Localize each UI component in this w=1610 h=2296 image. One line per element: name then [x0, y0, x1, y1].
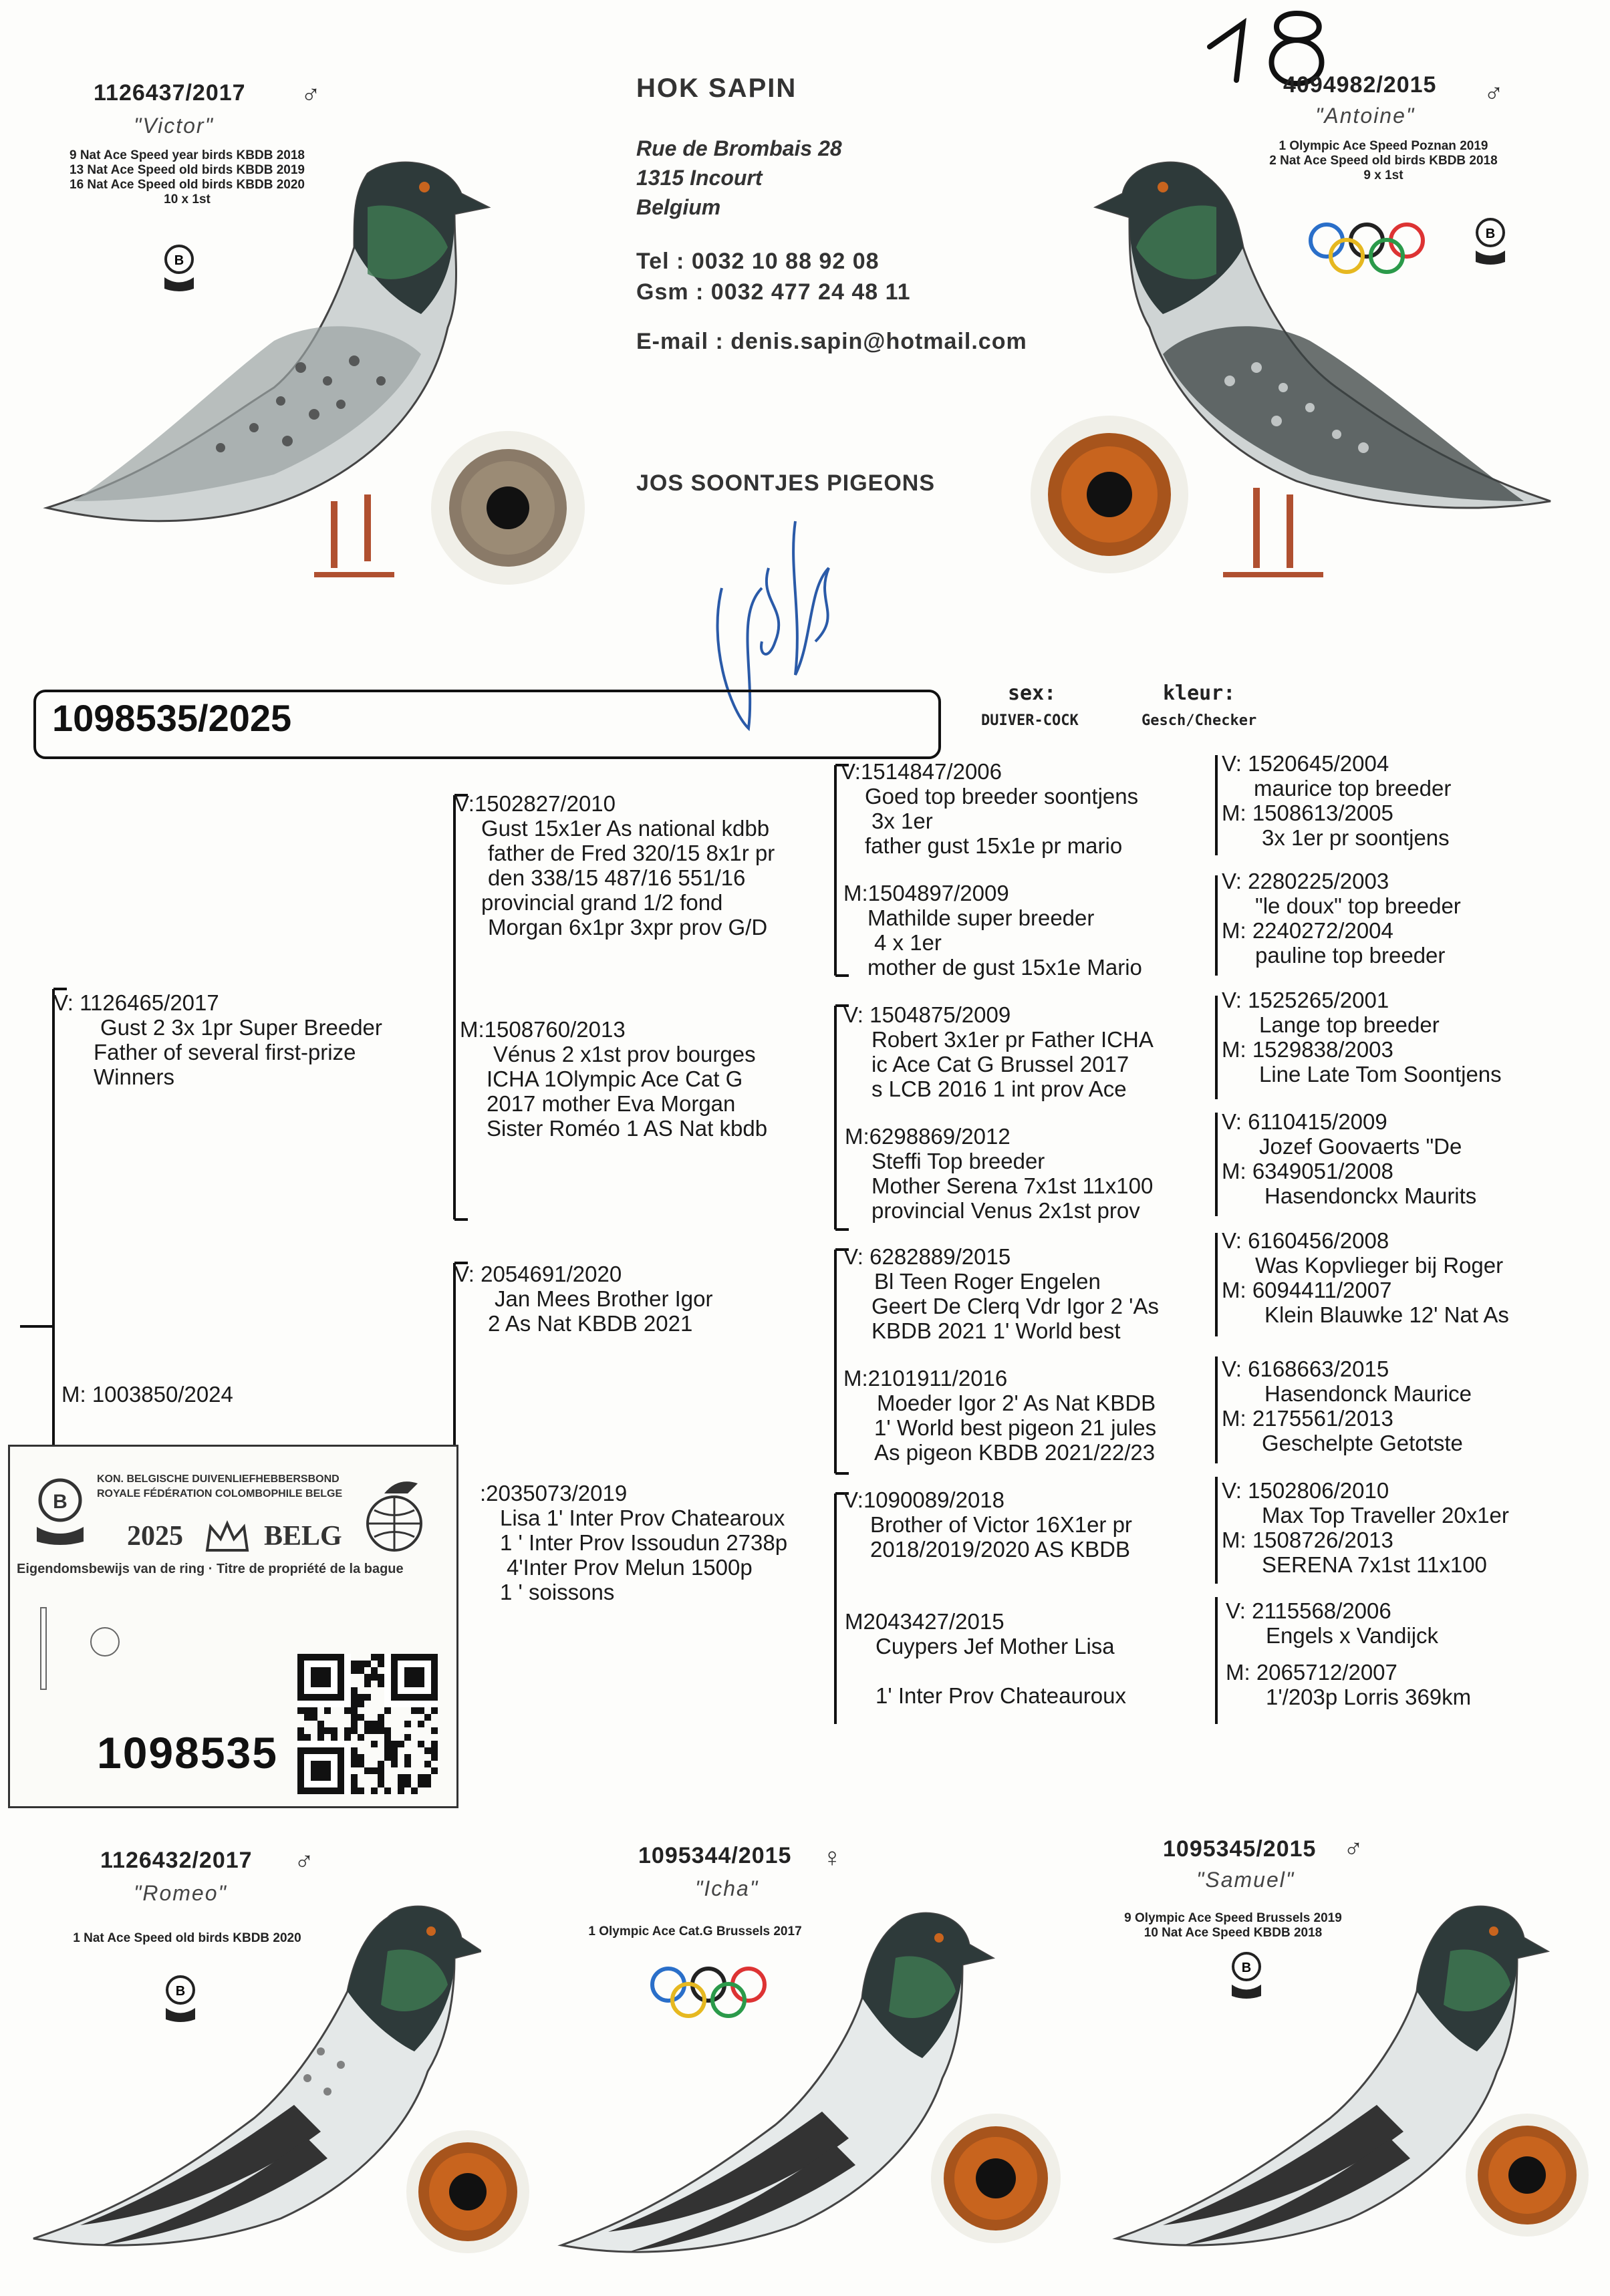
sire-sire-dam: M:1504897/2009 Mathilde super breeder 4 x 1er mother de gust 15x1e Mario — [843, 881, 1142, 980]
kbdb-logo-icon — [30, 1473, 90, 1547]
dam-dam-sire: V:1090089/2018 Brother of Victor 16X1er pr 2018/2019/2020 AS KBDB — [843, 1487, 1132, 1562]
male-symbol: ♂ — [294, 1847, 314, 1876]
color-value: Gesch/Checker — [1142, 712, 1257, 729]
card-hole — [90, 1627, 120, 1657]
globe-pigeon-icon — [351, 1473, 438, 1554]
card-caption: Eigendomsbewijs van de ring · Titre de propriété de la bague — [17, 1562, 404, 1576]
svg-text:B: B — [175, 1984, 186, 1999]
card-year: 2025 — [127, 1521, 183, 1552]
antoine-ring: 4094982/2015 — [1283, 72, 1437, 98]
sex-label: sex: — [1008, 682, 1057, 705]
eye-photo-samuel — [1464, 2112, 1591, 2239]
male-symbol: ♂ — [301, 80, 321, 110]
eye-photo-icha — [929, 2112, 1063, 2245]
sire-dam: M:1508760/2013 Vénus 2 x1st prov bourges ICHA 1Olympic Ace Cat G 2017 mother Eva Morgan Sister Roméo 1 AS Nat kbdb — [460, 1017, 768, 1141]
card-slot — [40, 1607, 47, 1690]
qr-code-icon — [297, 1654, 438, 1794]
icha-nickname: "Icha" — [695, 1876, 759, 1900]
victor-nickname: "Victor" — [134, 114, 214, 138]
icha-ring: 1095344/2015 — [638, 1843, 792, 1868]
card-org-line-1: KON. BELGISCHE DUIVENLIEFHEBBERSBOND — [97, 1473, 340, 1485]
svg-text:B: B — [174, 253, 184, 268]
icha-achievements: 1 Olympic Ace Cat.G Brussels 2017 — [588, 1924, 802, 1939]
samuel-nickname: "Samuel" — [1196, 1868, 1295, 1892]
antoine-nickname: "Antoine" — [1315, 104, 1416, 128]
dam-dam-dam: M2043427/2015 Cuypers Jef Mother Lisa 1' Inter Prov Chateauroux — [845, 1609, 1127, 1708]
romeo-ring: 1126432/2017 — [100, 1848, 253, 1873]
loft-phones: Tel : 0032 10 88 92 08 Gsm : 0032 477 24 48 11 — [636, 249, 911, 305]
sire-sire-sire: V:1514847/2006 Goed top breeder soontjens 3x 1er father gust 15x1e pr mario — [841, 759, 1139, 858]
loft-subtitle: JOS SOONTJES PIGEONS — [636, 470, 936, 496]
sire: V: 1126465/2017 Gust 2 3x 1pr Super Breeder Father of several first-prize Winners — [53, 990, 382, 1089]
svg-text:B: B — [1485, 227, 1496, 241]
gen4-pair-3: V: 1525265/2001 Lange top breeder M: 1529838/2003 Line Late Tom Soontjens — [1222, 988, 1502, 1087]
color-label: kleur: — [1163, 682, 1236, 705]
female-symbol: ♀ — [822, 1843, 842, 1872]
samuel-ring: 1095345/2015 — [1163, 1836, 1317, 1862]
gen4-pair-7: V: 1502806/2010 Max Top Traveller 20x1er M: 1508726/2013 SERENA 7x1st 11x100 — [1222, 1478, 1509, 1577]
card-country: BELG — [264, 1521, 342, 1552]
romeo-achievements: 1 Nat Ace Speed old birds KBDB 2020 — [73, 1931, 301, 1945]
gen4-pair-1: V: 1520645/2004 maurice top breeder M: 1508613/2005 3x 1er pr soontjens — [1222, 751, 1452, 850]
loft-email: E-mail : denis.sapin@hotmail.com — [636, 329, 1027, 354]
gen4-pair-2: V: 2280225/2003 "le doux" top breeder M: 2240272/2004 pauline top breeder — [1222, 869, 1461, 968]
samuel-achievements: 9 Olympic Ace Speed Brussels 2019 10 Nat Ace Speed KBDB 2018 — [1124, 1911, 1342, 1940]
gen4-pair-8: V: 2115568/2006 Engels x Vandijck M: 2065712/2007 1'/203p Lorris 369km — [1226, 1598, 1472, 1709]
dam-sire-dam: M:2101911/2016 Moeder Igor 2' As Nat KBDB 1' World best pigeon 21 jules As pigeon KBDB 2021/22/23 — [843, 1366, 1157, 1465]
svg-text:B: B — [53, 1491, 68, 1513]
loft-name: HOK SAPIN — [636, 74, 797, 103]
crown-icon — [204, 1520, 251, 1554]
sex-value: DUIVER-COCK — [981, 712, 1079, 729]
gen4-pair-4: V: 6110415/2009 Jozef Goovaerts "De M: 6349051/2008 Hasendonckx Maurits — [1222, 1109, 1477, 1208]
ring-ownership-card — [8, 1445, 458, 1808]
dam-sire-sire: V: 6282889/2015 Bl Teen Roger Engelen Geert De Clerq Vdr Igor 2 'As KBDB 2021 1' World best — [843, 1244, 1159, 1343]
dam-sire: V: 2054691/2020 Jan Mees Brother Igor 2 As Nat KBDB 2021 — [454, 1262, 713, 1336]
dam-dam: :2035073/2019 Lisa 1' Inter Prov Chatearoux 1 ' Inter Prov Issoudun 2738p 4'Inter Prov Melun 1500p 1 ' soissons — [480, 1481, 788, 1604]
eye-photo-romeo — [404, 2128, 531, 2255]
card-org-line-2: ROYALE FÉDÉRATION COLOMBOPHILE BELGE — [97, 1488, 343, 1499]
sire-dam-sire: V: 1504875/2009 Robert 3x1er pr Father ICHA ic Ace Cat G Brussel 2017 s LCB 2016 1 int prov Ace — [843, 1002, 1154, 1101]
male-symbol: ♂ — [1343, 1834, 1363, 1864]
victor-achievements: 9 Nat Ace Speed year birds KBDB 2018 13 Nat Ace Speed old birds KBDB 2019 16 Nat Ace Speed old birds KBDB 2020 10 x 1st — [69, 148, 305, 206]
victor-ring: 1126437/2017 — [94, 80, 246, 106]
gen4-pair-6: V: 6168663/2015 Hasendonck Maurice M: 2175561/2013 Geschelpte Getotste — [1222, 1356, 1472, 1455]
male-symbol: ♂ — [1484, 79, 1504, 108]
card-ring-number: 1098535 — [97, 1728, 278, 1777]
svg-text:B: B — [1241, 1961, 1252, 1975]
dam: M: 1003850/2024 — [61, 1382, 233, 1407]
main-ring-number: 1098535/2025 — [52, 697, 292, 739]
antoine-achievements: 1 Olympic Ace Speed Poznan 2019 2 Nat Ace Speed old birds KBDB 2018 9 x 1st — [1269, 139, 1498, 182]
romeo-nickname: "Romeo" — [134, 1881, 227, 1905]
loft-address: Rue de Brombais 28 1315 Incourt Belgium — [636, 136, 842, 219]
sire-dam-dam: M:6298869/2012 Steffi Top breeder Mother Serena 7x1st 11x100 provincial Venus 2x1st prov — [845, 1124, 1154, 1223]
sire-sire: V:1502827/2010 Gust 15x1er As national kdbb father de Fred 320/15 8x1r pr den 338/15 487/16 551/16 provincial grand 1/2 fond Morgan 6x1pr 3xpr prov G/D — [454, 791, 775, 940]
gen4-pair-5: V: 6160456/2008 Was Kopvlieger bij Roger M: 6094411/2007 Klein Blauwke 12' Nat As — [1222, 1228, 1509, 1327]
